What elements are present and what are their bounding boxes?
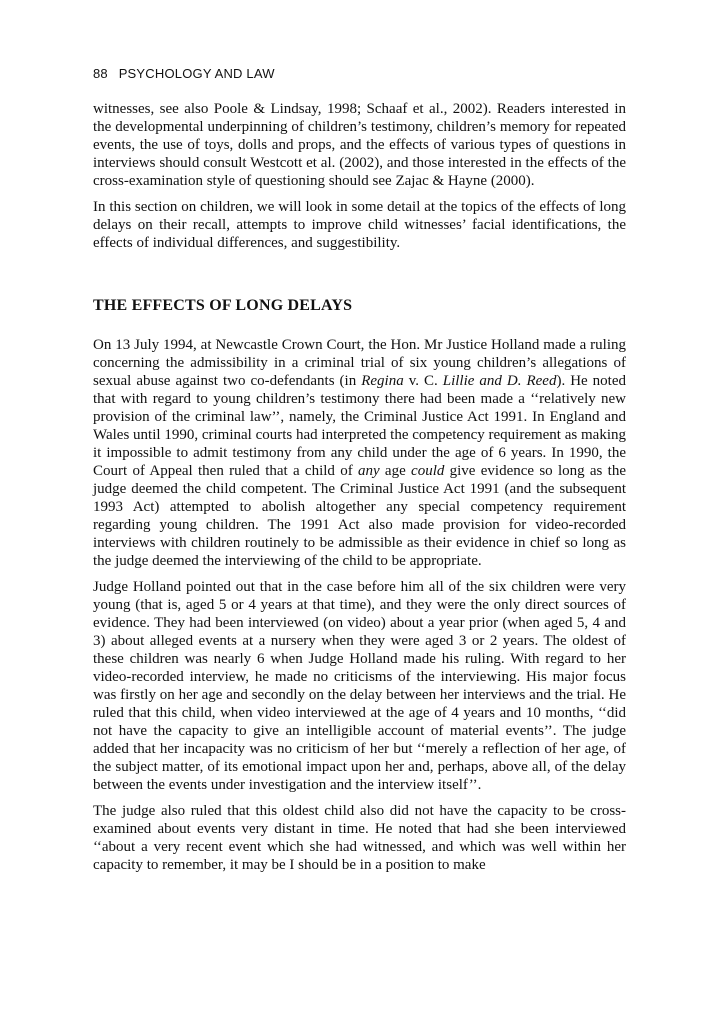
case-name-regina: Regina [361,373,404,389]
paragraph-2: In this section on children, we will look in some detail at the topics of the effects of long delays on their recall, attempts to improve child witnesses’ facial identifications, the effects of individual differences, and suggestibility. [93,199,626,251]
paragraph-5: The judge also ruled that this oldest child also did not have the capacity to be cross-examined about events very distant in time. He noted that had she been interviewed ‘‘about a very recent event which she had witnessed, and which was well within her capacity to remember, it may be I should be in a position to make [93,803,626,873]
paragraph-1: witnesses, see also Poole & Lindsay, 1998; Schaaf et al., 2002). Readers interested in the developmental underpinning of children’s testimony, children’s memory for repeated events, the use of toys, dolls and props, and the effects of various types of questions in interviews should consult Westcott et al. (2002), and those interested in the effects of the cross-examination style of questioning should see Zajac & Hayne (2000). [93,101,626,189]
emphasis-any: any [357,463,380,479]
paragraph-3-text-c: ). He noted that with regard to young children’s testimony there had been made a ‘‘relatively new provision of the criminal law’’, namely, the Criminal Justice Act 1991. In England and Wales until 1990, criminal courts had interpreted the competency requirement as making it impossible to admit testimony from any child under the age of 6 years. In 1990, the Court of Appeal then ruled that a child of [93,373,627,479]
paragraph-3-text-d: age [379,463,412,479]
running-head [93,66,275,81]
running-head-title: PSYCHOLOGY AND LAW [118,66,275,81]
page-number: 88 [93,66,108,81]
paragraph-4: Judge Holland pointed out that in the case before him all of the six children were very young (that is, aged 5 or 4 years at that time), and they were the only direct sources of evidence. They had been interviewed (on video) about a year prior (when aged 5, 4 and 3) about alleged events at a nursery when they were aged 3 or 2 years. The oldest of these children was nearly 6 when Judge Holland made his ruling. With regard to her video-recorded interview, he made no criticisms of the interviewing. His major focus was firstly on her age and secondly on the delay between her interviews and the trial. He ruled that this child, when video interviewed at the age of 4 years and 10 months, ‘‘did not have the capacity to give an intelligible account of material events’’. The judge added that her incapacity was no criticism of her but ‘‘merely a reflection of her age, of the subject matter, of its emotional impact upon her and, perhaps, above all, of the delay between the events under investigation and the interview itself’’. [93,579,626,793]
paragraph-3-text-e: give evidence so long as the judge deemed the child competent. The Criminal Justice Act 1991 (and the subsequent 1993 Act) attempted to abolish altogether any special competency requirement regarding young children. The 1991 Act also made provision for video-recorded interviews with children routinely to be admissible as their evidence in chief so long as the judge deemed the interviewing of the child to be appropriate. [93,463,626,569]
emphasis-could: could [411,463,445,479]
body-text [93,100,626,874]
paragraph-3-text-b: v. C. [403,373,443,389]
paragraph-3-text-a: On 13 July 1994, at Newcastle Crown Court, the Hon. Mr Justice Holland made a ruling concerning the admissibility in a criminal trial of six young children’s allegations of sexual abuse against two co-defendants (in [93,337,626,389]
case-name-lillie-reed: Lillie and D. Reed [442,373,557,389]
section-heading: THE EFFECTS OF LONG DELAYS [93,297,353,314]
paragraph-3 [93,336,626,570]
